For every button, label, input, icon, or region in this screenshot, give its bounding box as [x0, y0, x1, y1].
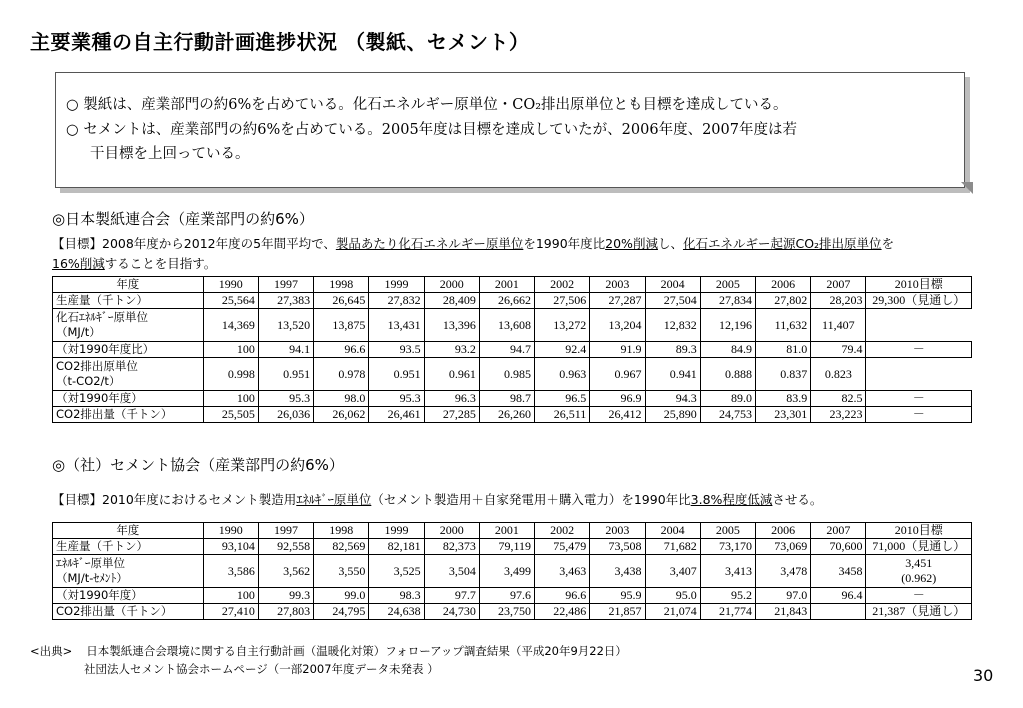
column-header: 2006	[755, 277, 810, 293]
goal-text: を	[881, 236, 895, 251]
table-cell	[811, 604, 866, 620]
table-cell: 94.3	[645, 391, 700, 407]
table-cell: 3,478	[755, 555, 810, 588]
table-cell: 3,504	[424, 555, 479, 588]
row-label	[53, 555, 204, 588]
table-cell: 21,074	[645, 604, 700, 620]
table-cell: 0.967	[590, 358, 645, 391]
table-cell: 28,203	[811, 293, 866, 309]
table-cell: 0.951	[369, 358, 424, 391]
column-header: 2000	[424, 523, 479, 539]
table-cell: 12,196	[700, 309, 755, 342]
table-cell: 21,387（見通し）	[866, 604, 972, 620]
row-label: CO2排出量（千トン）	[53, 407, 204, 423]
column-header: 1999	[369, 277, 424, 293]
source-line-1	[30, 642, 627, 660]
table-cell: 3,586	[203, 555, 258, 588]
table-cell: 0.998	[203, 358, 258, 391]
table-cell: 96.5	[535, 391, 590, 407]
table-cell: 26,511	[535, 407, 590, 423]
table-cell: 89.3	[645, 342, 700, 358]
table-cell: 0.823	[811, 358, 866, 391]
table-cell: －	[866, 407, 972, 423]
table-cell: 13,520	[258, 309, 313, 342]
table-cell: 26,662	[479, 293, 534, 309]
table-cell: 23,301	[755, 407, 810, 423]
table-cell: 0.978	[314, 358, 369, 391]
table-cell: 11,407	[811, 309, 866, 342]
table-cell: 22,486	[535, 604, 590, 620]
table-cell: 29,300（見通し）	[866, 293, 972, 309]
table-cell: 21,857	[590, 604, 645, 620]
column-header: 2005	[700, 277, 755, 293]
table-cell: 3,525	[369, 555, 424, 588]
column-header: 2001	[479, 277, 534, 293]
label-line: 化石ｴﾈﾙｷﾞｰ原単位	[56, 310, 148, 324]
table-cell: 96.6	[535, 588, 590, 604]
row-label: （対1990年度）	[53, 391, 204, 407]
row-label	[53, 358, 204, 391]
table-cell: 26,645	[314, 293, 369, 309]
row-label: （対1990年度比）	[53, 342, 204, 358]
column-header: 年度	[53, 523, 204, 539]
table-cell: 3,550	[314, 555, 369, 588]
goal-text: し、	[657, 236, 683, 251]
table-cell: 3,438	[590, 555, 645, 588]
table-cell: 73,170	[700, 539, 755, 555]
column-header: 2005	[700, 523, 755, 539]
table-cell: 71,682	[645, 539, 700, 555]
label-line: （MJ/t-ｾﾒﾝﾄ）	[56, 571, 128, 585]
table-cell: 81.0	[755, 342, 810, 358]
column-header: 1998	[314, 277, 369, 293]
table-cell: 13,608	[479, 309, 534, 342]
table-cell: 99.0	[314, 588, 369, 604]
table-row-energy-ratio	[53, 342, 972, 358]
table-row-co2-total	[53, 604, 972, 620]
table-cell: 3,562	[258, 555, 313, 588]
table-cell: 75,479	[535, 539, 590, 555]
column-header: 2000	[424, 277, 479, 293]
page-curl-decoration	[961, 182, 973, 194]
target-line: 3,451	[905, 556, 933, 570]
table-cell: 96.3	[424, 391, 479, 407]
table-cell: 0.941	[645, 358, 700, 391]
summary-line-paper: ○ 製紙は、産業部門の約6%を占めている。化石エネルギー原単位・CO₂排出原単位とも目標を達成している。	[66, 97, 788, 113]
table-cell: 27,410	[203, 604, 258, 620]
table-cell: 27,803	[258, 604, 313, 620]
table-cell: 21,774	[700, 604, 755, 620]
goal-text: を1990年度比	[523, 236, 606, 251]
table-row-energy-intensity	[53, 309, 972, 342]
table-cell: 3,499	[479, 555, 534, 588]
goal-underlined-text: 3.8%程度低減	[690, 492, 773, 507]
column-header: 1998	[314, 523, 369, 539]
table-cell: 27,285	[424, 407, 479, 423]
column-header: 2006	[755, 523, 810, 539]
table-cell: 27,287	[590, 293, 645, 309]
table-row-production	[53, 539, 972, 555]
table-cell: 12,832	[645, 309, 700, 342]
table-cell: 97.6	[479, 588, 534, 604]
table-cell: 26,062	[314, 407, 369, 423]
goal-underlined-text: ｴﾈﾙｷﾞｰ原単位	[296, 492, 372, 507]
table-cell: 13,431	[369, 309, 424, 342]
table-cell: 96.4	[811, 588, 866, 604]
table-cell: 27,504	[645, 293, 700, 309]
label-line: CO2排出原単位	[56, 359, 138, 373]
table-row-energy-intensity	[53, 555, 972, 588]
table-cell: 91.9	[590, 342, 645, 358]
table-cell: 27,383	[258, 293, 313, 309]
column-header: 2007	[811, 523, 866, 539]
table-cell: 82.5	[811, 391, 866, 407]
page-title: 主要業種の自主行動計画進捗状況 （製紙、セメント）	[30, 30, 530, 54]
table-cell: 24,753	[700, 407, 755, 423]
table-cell: 27,832	[369, 293, 424, 309]
source-text-2: 社団法人セメント協会ホームページ（一部2007年度データ未発表 ）	[84, 662, 439, 676]
goal-underlined-text: 製品あたり化石エネルギー原単位	[335, 236, 524, 251]
table-cell: 26,461	[369, 407, 424, 423]
goal-text: （セメント製造用＋自家発電用＋購入電力）を1990年比	[371, 492, 691, 507]
table-cell: 94.7	[479, 342, 534, 358]
cement-data-table	[52, 522, 972, 620]
table-cell: 82,569	[314, 539, 369, 555]
table-cell: 95.2	[700, 588, 755, 604]
paper-goal-line-2	[52, 254, 216, 272]
paper-section-heading: ◎日本製紙連合会（産業部門の約6%）	[52, 210, 314, 228]
table-cell: 100	[203, 588, 258, 604]
table-header-row	[53, 277, 972, 293]
table-cell: 25,505	[203, 407, 258, 423]
column-header: 2003	[590, 523, 645, 539]
table-cell: 25,564	[203, 293, 258, 309]
target-line: (0.962)	[901, 571, 937, 585]
goal-text: させる。	[772, 492, 823, 507]
table-cell: 26,260	[479, 407, 534, 423]
table-cell: 97.0	[755, 588, 810, 604]
table-cell: 13,396	[424, 309, 479, 342]
column-header: 2001	[479, 523, 534, 539]
column-header: 2004	[645, 277, 700, 293]
table-cell: 13,272	[535, 309, 590, 342]
table-header-row	[53, 523, 972, 539]
table-cell: 24,638	[369, 604, 424, 620]
table-cell: 27,834	[700, 293, 755, 309]
table-cell: －	[866, 391, 972, 407]
goal-text: 【目標】2008年度から2012年度の5年間平均で、	[52, 236, 336, 251]
table-cell: 97.7	[424, 588, 479, 604]
table-cell: 89.0	[700, 391, 755, 407]
table-cell: 83.9	[755, 391, 810, 407]
table-cell: 0.985	[479, 358, 534, 391]
label-line: （t-CO2/t）	[56, 374, 121, 388]
source-note	[30, 642, 627, 678]
table-cell: 28,409	[424, 293, 479, 309]
column-header: 2002	[535, 523, 590, 539]
table-cell: 84.9	[700, 342, 755, 358]
table-cell: 73,069	[755, 539, 810, 555]
table-cell: 79,119	[479, 539, 534, 555]
table-cell: 79.4	[811, 342, 866, 358]
column-header: 2010目標	[866, 523, 972, 539]
table-cell: 98.3	[369, 588, 424, 604]
column-header: 1997	[258, 523, 313, 539]
table-cell: 94.1	[258, 342, 313, 358]
table-row-co2-ratio	[53, 391, 972, 407]
table-row-co2-intensity	[53, 358, 972, 391]
source-text-1: 日本製紙連合会環境に関する自主行動計画（温暖化対策）フォローアップ調査結果（平成20年9月22日）	[86, 644, 627, 658]
row-label: （対1990年度）	[53, 588, 204, 604]
table-cell: 24,795	[314, 604, 369, 620]
goal-underlined-text: 化石エネルギー起源CO₂排出原単位	[682, 236, 882, 251]
goal-text: 【目標】2010年度におけるセメント製造用	[52, 492, 297, 507]
table-cell: 70,600	[811, 539, 866, 555]
table-cell: 3,463	[535, 555, 590, 588]
table-cell: 13,204	[590, 309, 645, 342]
table-cell: 3458	[811, 555, 866, 588]
table-cell: 100	[203, 342, 258, 358]
table-cell: 96.9	[590, 391, 645, 407]
cement-goal-line	[52, 490, 822, 508]
table-cell: 0.963	[535, 358, 590, 391]
table-cell: 82,181	[369, 539, 424, 555]
table-cell: 98.7	[479, 391, 534, 407]
column-header: 1990	[203, 523, 258, 539]
table-cell: 13,875	[314, 309, 369, 342]
table-cell: 27,506	[535, 293, 590, 309]
table-cell: 95.9	[590, 588, 645, 604]
row-label: 生産量（千トン）	[53, 539, 204, 555]
table-cell: 23,223	[811, 407, 866, 423]
table-row-co2-total	[53, 407, 972, 423]
table-cell: 0.961	[424, 358, 479, 391]
table-cell: 95.0	[645, 588, 700, 604]
column-header: 2004	[645, 523, 700, 539]
table-cell: 98.0	[314, 391, 369, 407]
table-cell: 71,000（見通し）	[866, 539, 972, 555]
summary-card	[55, 72, 965, 188]
goal-underlined-text: 16%削減	[52, 256, 105, 271]
table-cell: 92,558	[258, 539, 313, 555]
source-label: <出典>	[30, 644, 73, 658]
table-row-production	[53, 293, 972, 309]
table-cell: 99.3	[258, 588, 313, 604]
table-cell: 0.951	[258, 358, 313, 391]
table-cell: 93,104	[203, 539, 258, 555]
column-header: 2010目標	[866, 277, 972, 293]
table-cell: 100	[203, 391, 258, 407]
column-header: 1990	[203, 277, 258, 293]
table-cell: 96.6	[314, 342, 369, 358]
row-label: 生産量（千トン）	[53, 293, 204, 309]
column-header: 2002	[535, 277, 590, 293]
summary-line-cement-cont: 干目標を上回っている。	[90, 146, 250, 162]
table-cell: 3,407	[645, 555, 700, 588]
row-label: CO2排出量（千トン）	[53, 604, 204, 620]
table-cell: 21,843	[755, 604, 810, 620]
table-cell: －	[866, 588, 972, 604]
summary-box	[55, 72, 967, 188]
table-cell: 95.3	[369, 391, 424, 407]
cement-section-heading: ◎（社）セメント協会（産業部門の約6%）	[52, 456, 344, 474]
table-cell: 0.837	[755, 358, 810, 391]
goal-text: することを目指す。	[104, 256, 217, 271]
table-cell: 14,369	[203, 309, 258, 342]
table-cell: 82,373	[424, 539, 479, 555]
table-cell: 23,750	[479, 604, 534, 620]
table-cell: －	[866, 342, 972, 358]
table-cell: 24,730	[424, 604, 479, 620]
summary-line-cement: ○ セメントは、産業部門の約6%を占めている。2005年度は目標を達成していたが、2006年度、2007年度は若	[66, 122, 797, 138]
label-line: （MJ/t）	[56, 325, 101, 339]
table-row-energy-ratio	[53, 588, 972, 604]
goal-underlined-text: 20%削減	[605, 236, 658, 251]
column-header: 2003	[590, 277, 645, 293]
table-cell: 11,632	[755, 309, 810, 342]
table-cell: 93.5	[369, 342, 424, 358]
column-header: 年度	[53, 277, 204, 293]
column-header: 2007	[811, 277, 866, 293]
table-cell: 0.888	[700, 358, 755, 391]
table-cell: 27,802	[755, 293, 810, 309]
paper-data-table	[52, 276, 972, 423]
table-cell: 93.2	[424, 342, 479, 358]
table-cell: 26,036	[258, 407, 313, 423]
table-cell: 95.3	[258, 391, 313, 407]
table-cell: 92.4	[535, 342, 590, 358]
table-cell: 26,412	[590, 407, 645, 423]
column-header: 1999	[369, 523, 424, 539]
table-cell: 3,413	[700, 555, 755, 588]
label-line: ｴﾈﾙｷﾞｰ原単位	[56, 556, 125, 570]
table-cell: 73,508	[590, 539, 645, 555]
table-cell: 25,890	[645, 407, 700, 423]
page-number: 30	[973, 666, 994, 685]
row-label	[53, 309, 204, 342]
target-cell	[866, 555, 972, 588]
paper-goal-line-1	[52, 234, 894, 252]
column-header: 1997	[258, 277, 313, 293]
